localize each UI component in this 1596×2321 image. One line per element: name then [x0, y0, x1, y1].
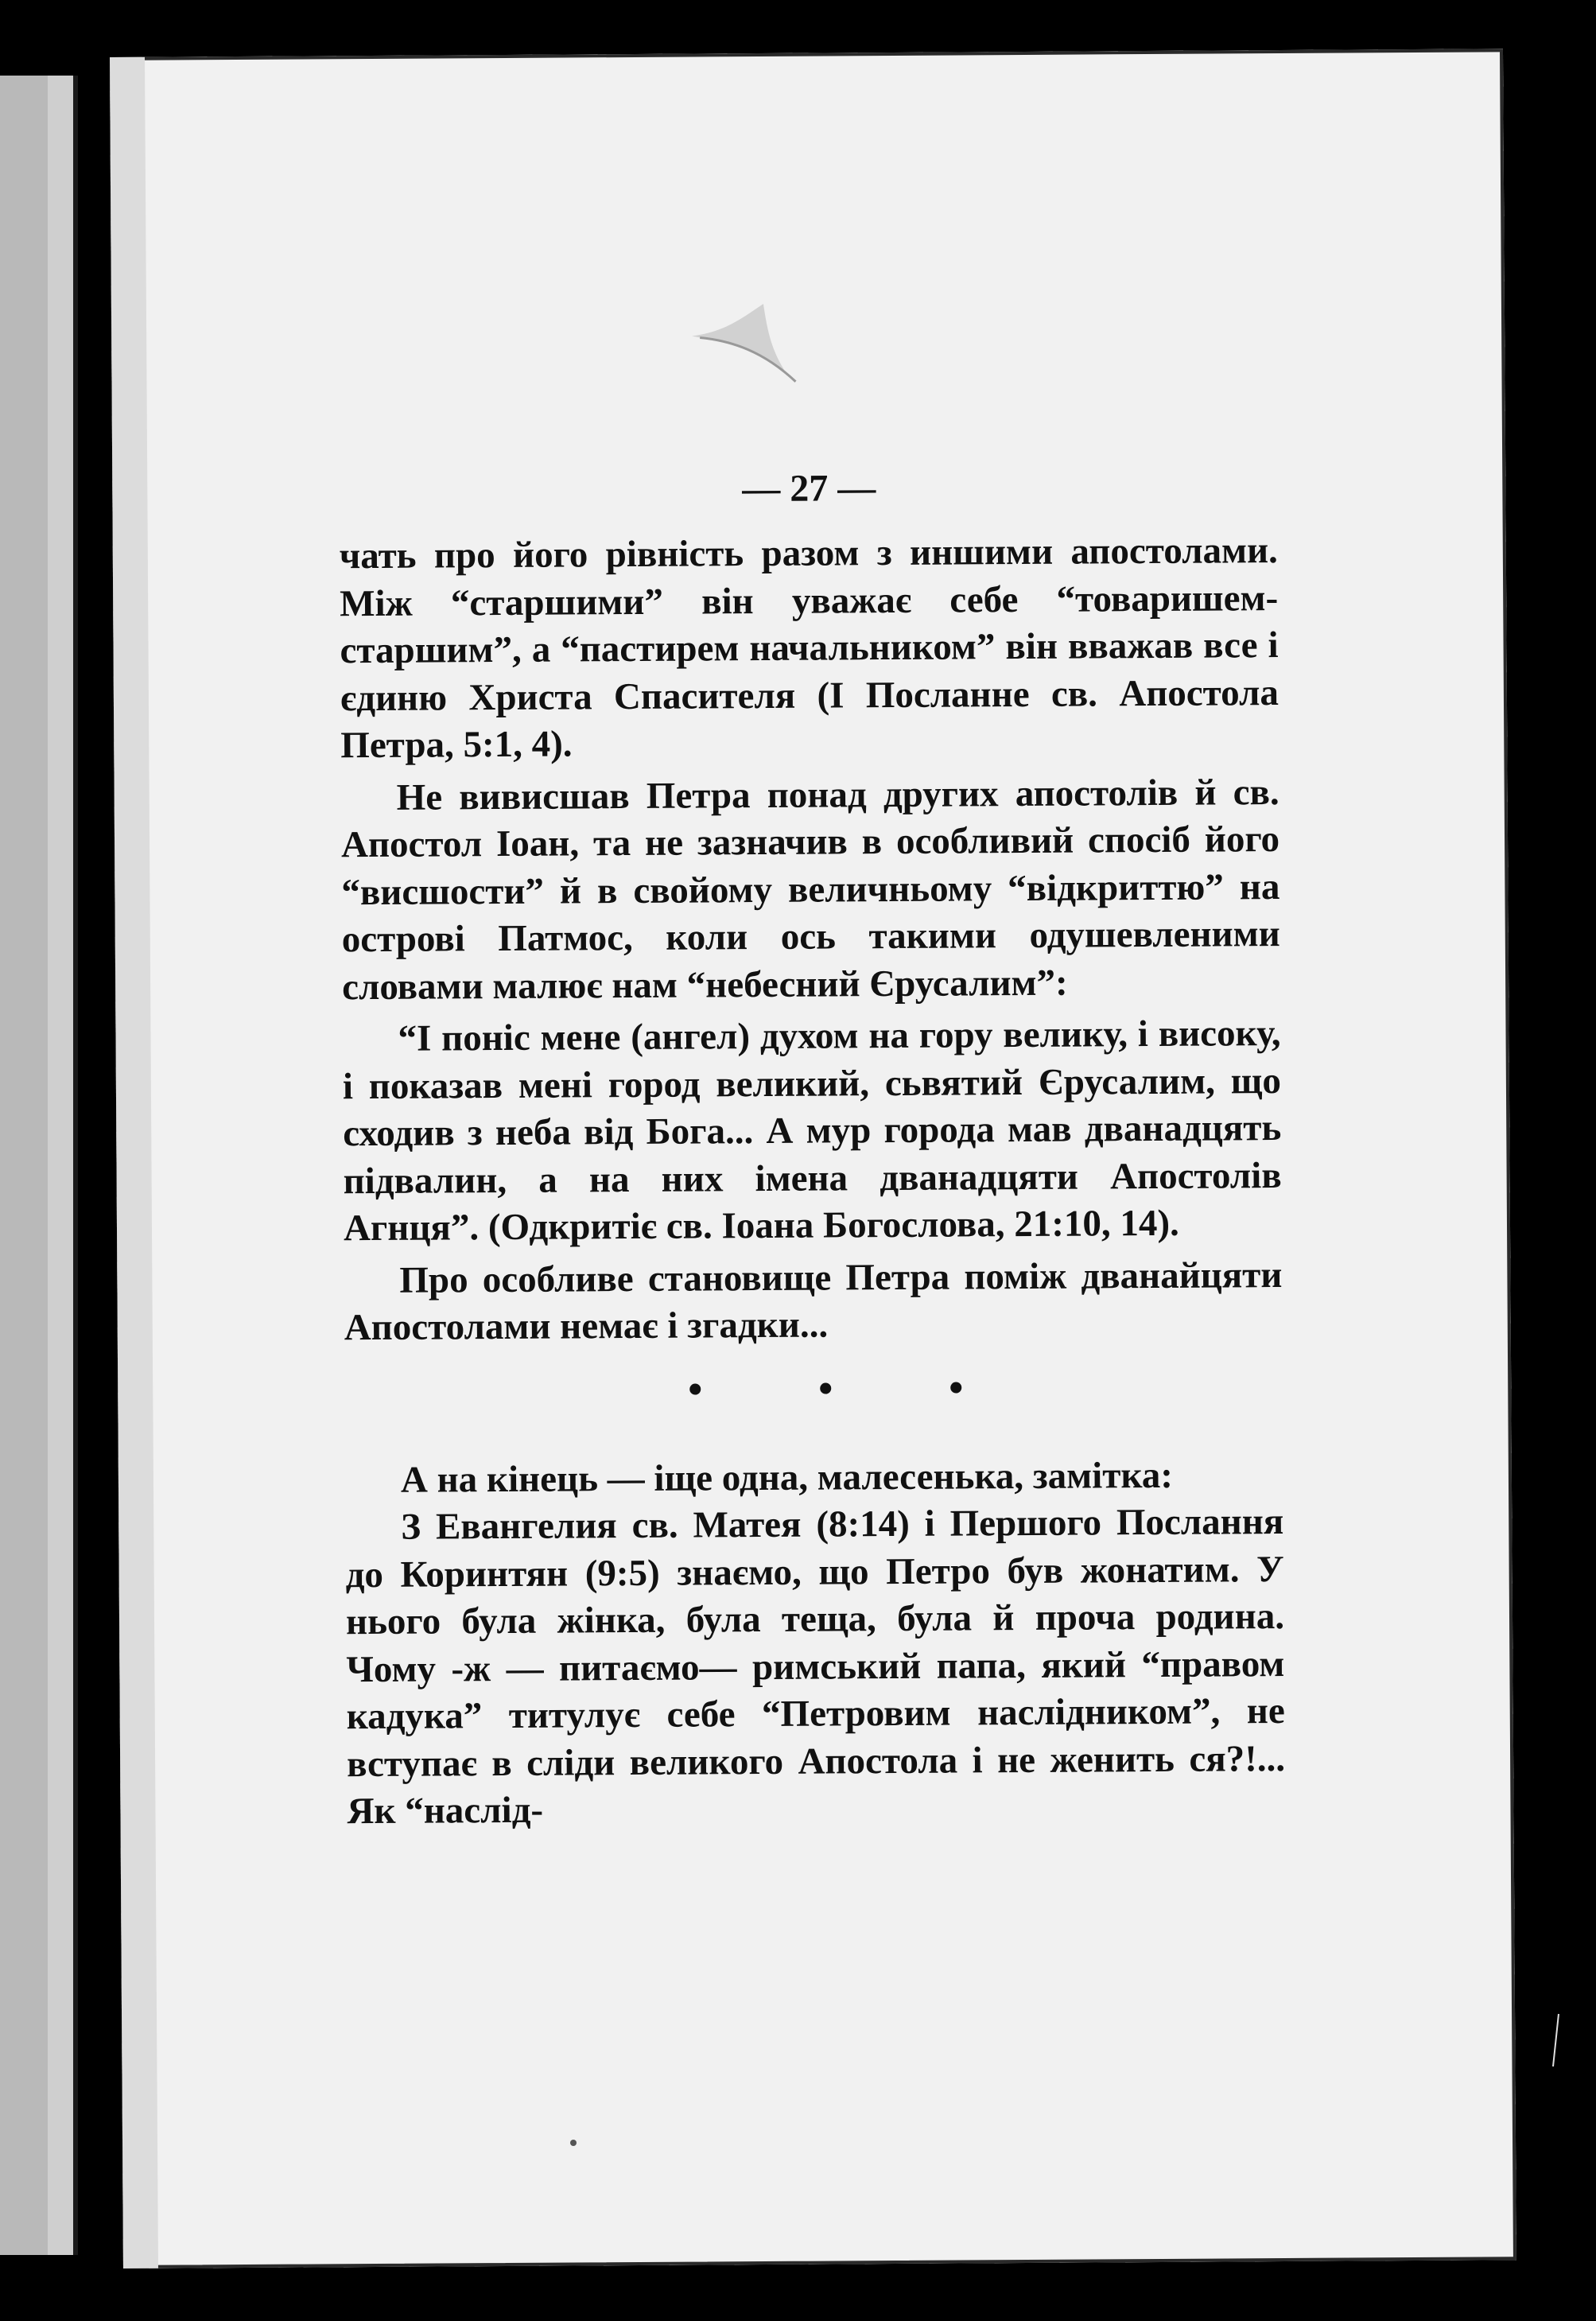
- paragraph-6: З Евангелия св. Матея (8:14) і Першого Послання до Коринтян (9:5) знаємо, що Петро був жонатим. У нього була жінка, була теща, була й проча родина. Чому -ж — питаємо— римський папа, який “правом кадука” титулує себе “Петровим наслідником”, не вступає в сліди великого Апостола і не женить ся?!... Як “наслід-: [345, 1501, 1286, 1833]
- paragraph-3-quote: “І поніс мене (ангел) духом на гору велику, і високу, і показав мені город великий, сьвятий Єрусалим, що сходив з неба від Бога... А мур города мав дванадцять підвалин, а на них імена дванадцяти Апостолів Агнця”. (Одкритіє св. Іоана Богослова, 21:10, 14).: [342, 1013, 1282, 1250]
- book-page: [110, 49, 1516, 2269]
- paragraph-1: чать про його рівність разом з иншими апостолами. Між “старшими” він уважає себе “товаришем-старшим”, а “пастирем начальником” він вважав все і єдиню Христа Спасителя (І Посланне св. Апостола Петра, 5:1, 4).: [339, 530, 1280, 767]
- gutter-shade: [110, 57, 158, 2269]
- ornament-dot: [950, 1382, 961, 1393]
- ornament-dot: [820, 1382, 831, 1394]
- section-break-ornament: [344, 1364, 1283, 1425]
- scan-edge-mark: [1551, 2012, 1560, 2068]
- body-text: [340, 527, 1286, 1836]
- paragraph-4: Про особливе становище Петра поміж дванайцяти Апостолами немає і згадки...: [344, 1254, 1283, 1349]
- left-page-edge: [0, 76, 78, 2255]
- left-page-shadow: [0, 76, 48, 2255]
- paragraph-2: Не вивисшав Петра понад других апостолів й св. Апостол Іоан, та не зазначив в особливий спосіб його “висшости” й в свойому величньому “відкриттю” на острові Патмос, коли ось такими одушевленими словами малює нам “небесний Єрусалим”:: [340, 771, 1280, 1008]
- ornament-dot: [689, 1383, 701, 1394]
- scan-speck: [570, 2140, 577, 2146]
- page-number: — 27 —: [742, 467, 876, 511]
- paragraph-5: А на кінець — іще одна, малесенька, замітка:: [400, 1454, 1174, 1501]
- paper-smudge: [668, 287, 852, 407]
